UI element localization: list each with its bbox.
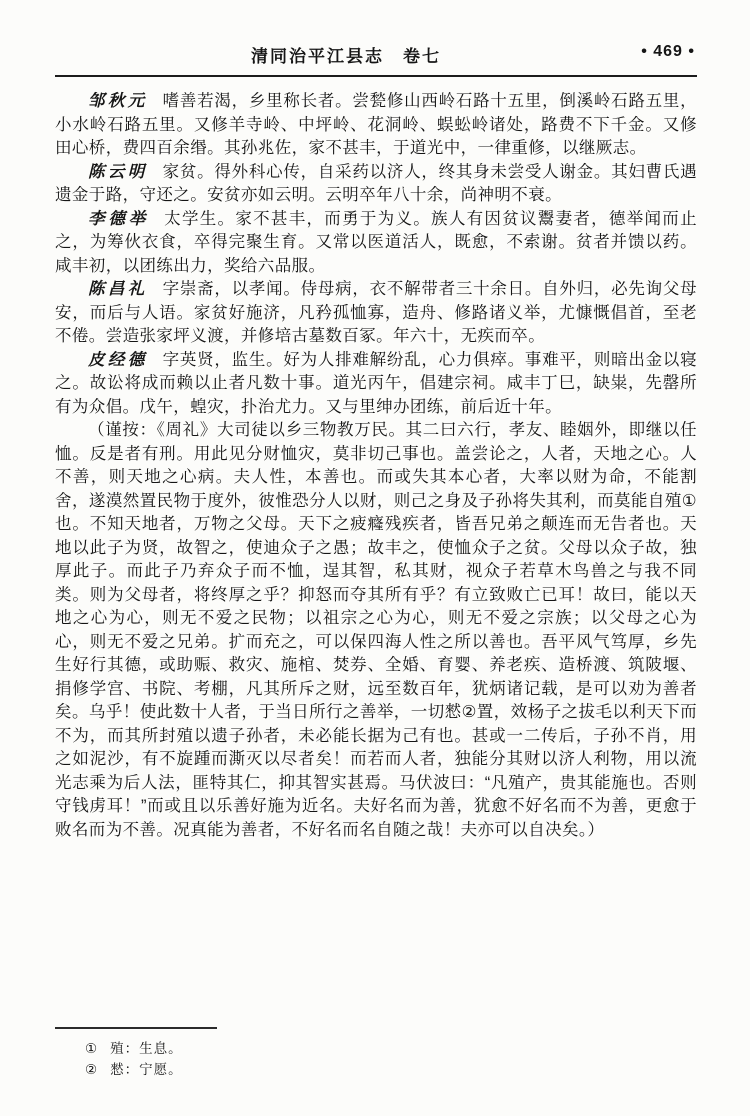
page-number: • 469 • [641,43,695,60]
entry-text: 字崇斋，以孝闻。侍母病，衣不解带者三十余日。自外归，必先询父母安，而后与人语。家贫好施济，凡矜孤恤寡，造舟、修路诸义举，尤慷慨倡首，至老不倦。尝造张家坪义渡，并修培古墓数百冢。年六十，无疾而卒。 [55,280,698,345]
biography-entry [55,90,697,161]
footnote-text: 殖：生息。 [110,1041,183,1056]
person-name: 李德举 [88,209,150,228]
footnote [85,1038,697,1059]
biography-entry [55,208,697,279]
book-title: 清同治平江县志 卷七 [251,47,441,66]
biography-entry [55,278,697,349]
biography-entry [55,349,697,420]
entry-text: 家贫。得外科心传，自采药以济人，终其身未尝受人谢金。其妇曹氏遇遗金于路，守还之。安贫亦如云明。云明卒年八十余，尚神明不衰。 [55,162,698,204]
person-name: 陈云明 [88,162,148,181]
footnote [85,1059,697,1080]
blank-area [55,842,697,1027]
footnote-separator [55,1027,217,1029]
header-rule [55,75,697,77]
person-name: 陈昌礼 [88,280,148,298]
person-name: 邹秋元 [88,92,148,110]
entry-text: 太学生。家不甚丰，而勇于为义。族人有因贫议鬻妻者，德举闻而止之，为筹伙衣食，卒得完聚生育。又常以医道活人，既愈，不索谢。贫者并馈以药。咸丰初，以团练出力，奖给六品服。 [55,209,697,275]
biography-entry [55,161,697,208]
main-text [55,90,697,842]
footnote-marker: ② [85,1062,99,1077]
footnote-marker: ① [85,1041,99,1056]
person-name: 皮经德 [88,350,148,369]
editor-commentary: （谨按：《周礼》大司徒以乡三物教万民。其二曰六行，孝友、睦姻外，即继以任恤。反是者有刑。用此见分财恤灾，莫非切己事也。盖尝论之，人者，天地之心。人不善，则天地之心病。夫人性，本善也。而或失其本心者，大率以财为命，不能割舍，遂漠然置民物于度外，彼惟恐分人以财，则己之身及子孙将失其利，而莫能自殖①也。不知天地者，万物之父母。天下之疲癃残疾者，皆吾兄弟之颠连而无告者也。天地以此子为贤，故智之，使迪众子之愚；故丰之，使恤众子之贫。父母以众子故，独厚此子。而此子乃弃众子而不恤，逞其智，私其财，视众子若草木鸟兽之与我不同类。则为父母者，将终厚之乎？抑怒而夺其所有乎？有立致败亡已耳！故曰，能以天地之心为心，则无不爱之民物；以祖宗之心为心，则无不爱之宗族；以父母之心为心，则无不爱之兄弟。扩而充之，可以保四海人性之所以善也。吾平风气笃厚，乡先生好行其德，或助赈、救灾、施棺、焚券、全婚、育婴、养老疾、造桥渡、筑陂堰、捐修学宫、书院、考棚，凡其所斥之财，远至数百年，犹炳诸记载，是可以劝为善者矣。乌乎！使此数十人者，于当日所行之善举，一切憖②置，效杨子之拔毛以利天下而不为，而其所封殖以遗子孙者，未必能长据为己有也。甚或一二传后，子孙不肖，用之如泥沙，有不旋踵而澌灭以尽者矣！而若而人者，独能分其财以济人利物，用以流光志乘为后人法，匪特其仁，抑其智实甚焉。马伏波曰：“凡殖产，贵其能施也。否则守钱虏耳！”而或且以乐善好施为近名。夫好名而为善，犹愈不好名而不为善，更愈于败名而为不善。况真能为善者，不好名而名自随之哉！夫亦可以自决矣。） [55,421,697,839]
entry-text: 字英贤，监生。好为人排难解纷乱，心力俱瘁。事难平，则暗出金以寝之。故讼将成而赖以止者凡数十事。道光丙午，倡建宗祠。咸丰丁巳，缺粜，先罄所有为众倡。戊午，蝗灾，扑治尤力。又与里绅办团练，前后近十年。 [55,350,698,416]
footnote-text: 憖：宁愿。 [110,1062,183,1077]
page-header [55,42,697,66]
entry-text: 嗜善若渴，乡里称长者。尝甃修山西岭石路十五里，倒溪岭石路五里，小水岭石路五里。又修羊寺岭、中坪岭、花洞岭、蜈蚣岭诸处，路费不下千金。又修田心桥，费四百余缗。其孙兆佐，家不甚丰，于道光中，一律重修，以继厥志。 [55,92,698,157]
footnotes [55,1038,697,1080]
